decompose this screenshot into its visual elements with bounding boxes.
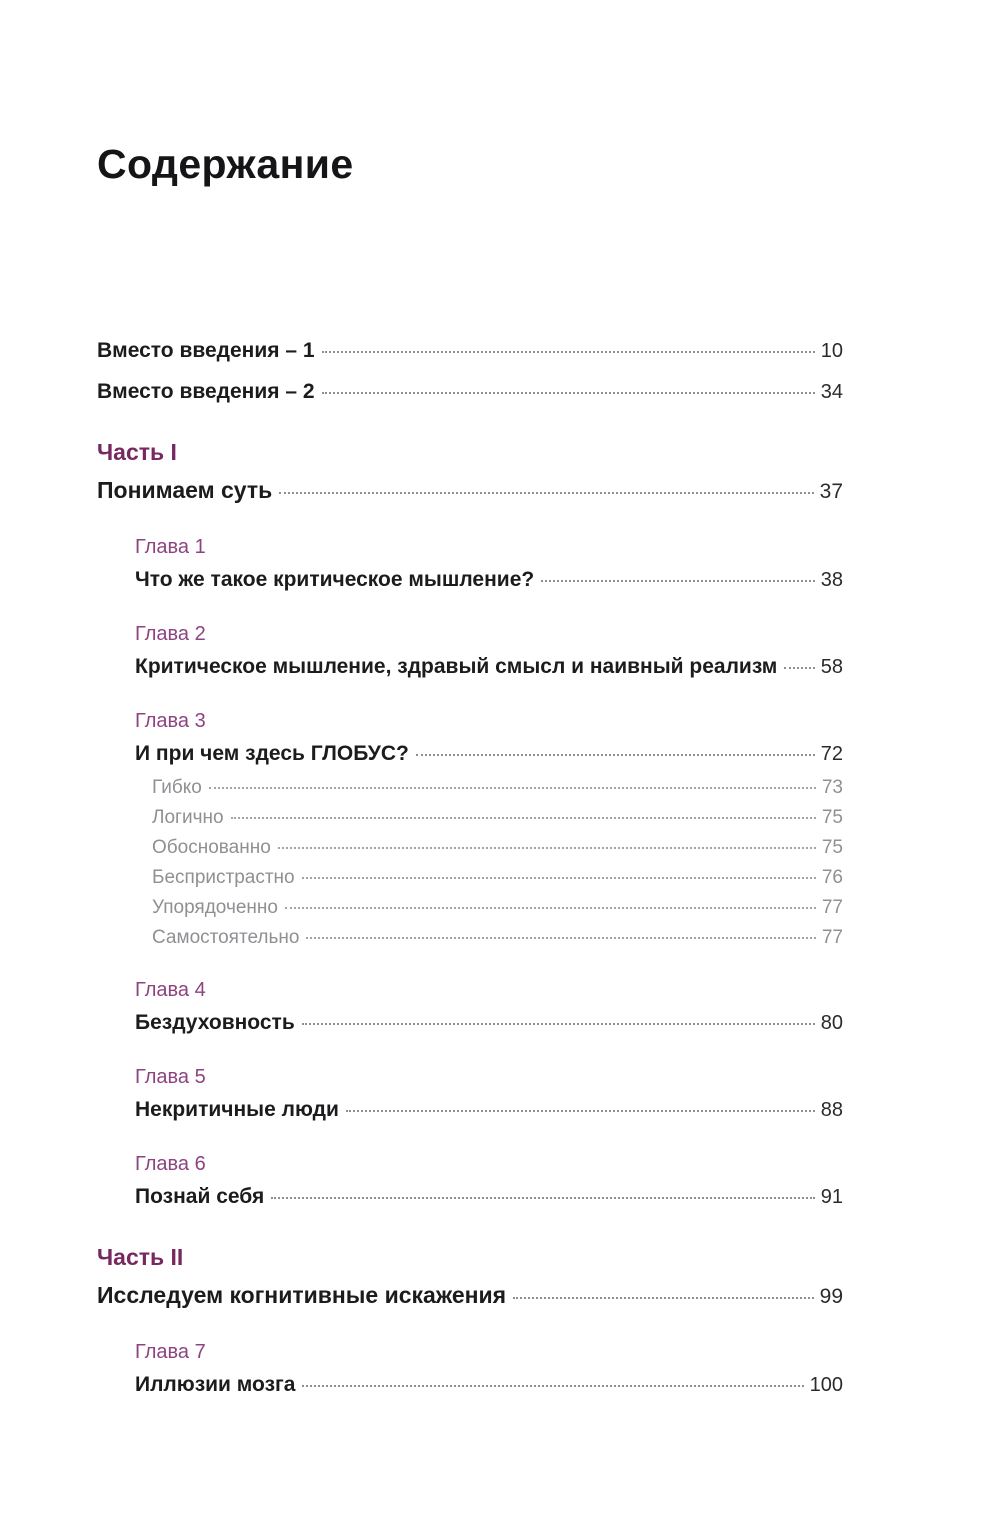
toc-subsection-page-number: 76 — [821, 867, 843, 888]
toc-chapter-title-page-number: 72 — [820, 743, 843, 765]
toc-subsection-page-number: 77 — [821, 927, 843, 948]
toc-subsection-page-number: 75 — [821, 837, 843, 858]
toc-subsection-label: Беспристрастно — [152, 867, 295, 888]
toc-chapter-title-label: Критическое мышление, здравый смысл и наивный реализм — [135, 655, 778, 678]
toc-chapter-title-page-number: 100 — [809, 1374, 843, 1396]
toc-intro-page-number: 34 — [820, 381, 843, 403]
toc-list — [97, 338, 843, 1398]
toc-part-title-label: Понимаем суть — [97, 477, 273, 503]
toc-chapter-title-row — [135, 567, 843, 593]
toc-chapter-title-row — [135, 1010, 843, 1036]
toc-subsection-label: Гибко — [152, 777, 202, 798]
toc-subsection-label: Обоснованно — [152, 837, 271, 858]
dot-leader — [231, 817, 816, 819]
toc-chapter-title-row — [135, 741, 843, 767]
toc-part-title-row — [97, 476, 843, 506]
toc-chapter-title-label: Некритичные люди — [135, 1098, 339, 1121]
toc-subsection-row — [152, 806, 843, 829]
part-heading: Часть II — [97, 1244, 184, 1270]
toc-subsection-label: Самостоятельно — [152, 927, 300, 948]
dot-leader — [209, 787, 816, 789]
chapter-heading: Глава 7 — [135, 1341, 206, 1363]
page-title: Содержание — [97, 141, 354, 187]
dot-leader — [322, 351, 815, 353]
dot-leader — [306, 937, 815, 939]
chapter-heading: Глава 4 — [135, 979, 206, 1001]
dot-leader — [784, 667, 814, 669]
dot-leader — [302, 877, 816, 879]
chapter-subsections — [135, 776, 843, 949]
dot-leader — [271, 1197, 815, 1199]
dot-leader — [279, 492, 813, 494]
chapter-heading: Глава 1 — [135, 536, 206, 558]
toc-subsection-row — [152, 926, 843, 949]
toc-intro-row — [97, 338, 843, 364]
dot-leader — [416, 754, 815, 756]
toc-chapter-title-page-number: 38 — [820, 569, 843, 591]
dot-leader — [278, 847, 816, 849]
toc-chapter-title-label: Что же такое критическое мышление? — [135, 568, 535, 591]
toc-chapter — [97, 1152, 843, 1210]
part-heading: Часть I — [97, 439, 177, 465]
toc-chapter-title-page-number: 88 — [820, 1099, 843, 1121]
dot-leader — [285, 907, 816, 909]
chapter-heading: Глава 5 — [135, 1066, 206, 1088]
dot-leader — [513, 1297, 814, 1299]
toc-chapter — [97, 1065, 843, 1123]
toc-part-title-page-number: 37 — [819, 480, 843, 503]
toc-intro-page-number: 10 — [820, 340, 843, 362]
toc-part — [97, 438, 843, 506]
toc-chapter — [97, 709, 843, 949]
toc-chapter-title-label: Познай себя — [135, 1185, 265, 1208]
toc-subsection-page-number: 75 — [821, 807, 843, 828]
toc-chapter-title-page-number: 58 — [820, 656, 843, 678]
toc-chapter-title-page-number: 91 — [820, 1186, 843, 1208]
toc-subsection-row — [152, 776, 843, 799]
toc-intro-row — [97, 379, 843, 405]
toc-part-title-row — [97, 1281, 843, 1311]
toc-subsection-page-number: 73 — [821, 777, 843, 798]
toc-chapter — [97, 1340, 843, 1398]
toc-chapter — [97, 622, 843, 680]
toc-chapter-title-row — [135, 1184, 843, 1210]
toc-chapter-title-row — [135, 1372, 843, 1398]
toc-chapter-title-label: Бездуховность — [135, 1011, 295, 1034]
toc-subsection-row — [152, 896, 843, 919]
dot-leader — [346, 1110, 815, 1112]
dot-leader — [541, 580, 815, 582]
chapter-heading: Глава 6 — [135, 1153, 206, 1175]
chapter-heading: Глава 3 — [135, 710, 206, 732]
toc-subsection-page-number: 77 — [821, 897, 843, 918]
toc-intro-label: Вместо введения – 2 — [97, 380, 315, 403]
toc-chapter-title-label: Иллюзии мозга — [135, 1373, 296, 1396]
toc-part — [97, 1243, 843, 1311]
toc-chapter-title-row — [135, 654, 843, 680]
dot-leader — [302, 1023, 815, 1025]
dot-leader — [302, 1385, 803, 1387]
toc-chapter — [97, 978, 843, 1036]
toc-chapter-title-page-number: 80 — [820, 1012, 843, 1034]
dot-leader — [322, 392, 815, 394]
toc-part-title-page-number: 99 — [819, 1285, 843, 1308]
toc-subsection-row — [152, 866, 843, 889]
toc-subsection-label: Логично — [152, 807, 224, 828]
chapter-heading: Глава 2 — [135, 623, 206, 645]
toc-chapter — [97, 535, 843, 593]
toc-intro-label: Вместо введения – 1 — [97, 339, 315, 362]
toc-chapter-title-label: И при чем здесь ГЛОБУС? — [135, 742, 409, 765]
toc-subsection-label: Упорядоченно — [152, 897, 278, 918]
toc-chapter-title-row — [135, 1097, 843, 1123]
toc-part-title-label: Исследуем когнитивные искажения — [97, 1282, 507, 1308]
toc-subsection-row — [152, 836, 843, 859]
